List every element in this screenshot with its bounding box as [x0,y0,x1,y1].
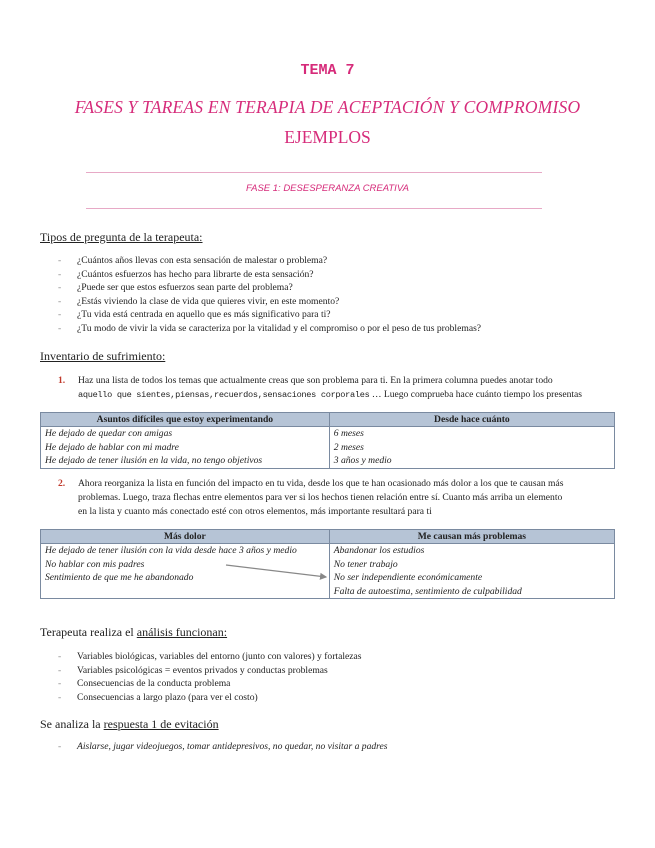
table-row: He dejado de tener ilusión con la vida desde hace 3 años y medio Abandonar los estudios [41,544,615,558]
document-title: FASES Y TAREAS EN TERAPIA DE ACEPTACIÓN Y COMPROMISO [74,97,581,117]
chapter-number: TEMA 7 [300,62,355,79]
list-item: - Consecuencias a largo plazo (para ver el costo) [58,691,258,703]
list-item: - Variables biológicas, variables del entorno (junto con valores) y fortalezas [58,651,362,662]
list-item: - Consecuencias de la conducta problema [58,678,231,689]
table-row: He dejado de hablar con mi madre 2 meses [41,441,615,455]
instruction-2: 2. Ahora reorganiza la lista en función del impacto en tu vida, desde los que te han ocasionado más dolor a los que te causan más problemas. Luego, traza flechas entre elementos para ver si los hechos tienen relación entre sí. Cuanto más arriba un elemento en la lista y cuanto más conectado esté con otros elementos, más importante resultará para ti [58,478,564,517]
item-number: 2. [58,478,66,489]
table-row: No hablar con mis padres No tener trabajo [41,558,615,572]
document-subtitle: EJEMPLOS [284,127,371,147]
table-row: Falta de autoestima, sentimiento de culpabilidad [41,585,615,599]
section-heading-inventory: Inventario de sufrimiento: [40,349,166,363]
list-item: - ¿Puede ser que estos esfuerzos sean parte del problema? [58,282,293,293]
divider-top [86,172,542,173]
table-header: Me causan más problemas [329,530,614,544]
table-row: He dejado de quedar con amigas 6 meses [41,427,615,441]
item-number: 1. [58,375,66,386]
list-item: - ¿Cuántos esfuerzos has hecho para librarte de esta sensación? [58,268,314,280]
pain-table [40,529,615,599]
avoidance-list [58,740,388,754]
list-item: - ¿Estás viviendo la clase de vida que quieres vivir, en este momento? [58,295,340,307]
problems-table [40,412,615,469]
divider-bottom [86,208,542,209]
list-item: - ¿Cuántos años llevas con esta sensación de malestar o problema? [58,255,328,266]
section-heading-questions: Tipos de pregunta de la terapeuta: [40,230,203,244]
section-heading-avoidance: Se analiza la respuesta 1 de evitación [40,717,219,731]
table-header: Más dolor [41,530,330,544]
instruction-1: 1. Haz una lista de todos los temas que actualmente creas que son problema para ti. En la primera columna puedes anotar todo aquello que sientes,piensas,recuerdos,sensaciones corporales … Luego comprueba hace cuánto tiempo los presentas [58,375,583,400]
table-row: Sentimiento de que me he abandonado No ser independiente económicamente [41,571,615,585]
table-header: Desde hace cuánto [329,413,614,427]
list-item: - ¿Tu modo de vivir la vida se caracteriza por la vitalidad y el compromiso o por el peso de tus problemas? [58,322,482,334]
list-item: - ¿Tu vida está centrada en aquello que es más significativo para ti? [58,309,331,320]
table-row: He dejado de tener ilusión en la vida, no tengo objetivos 3 años y medio [41,454,615,468]
list-item: - Variables psicológicas = eventos privados y conductas problemas [58,664,328,676]
phase-title: FASE 1: DESESPERANZA CREATIVA [246,183,409,194]
questions-list [58,254,481,335]
section-heading-analysis: Terapeuta realiza el análisis funcionan: [40,625,228,639]
analysis-list [58,650,362,704]
list-item: - Aislarse, jugar videojuegos, tomar antidepresivos, no quedar, no visitar a padres [58,741,388,752]
table-header: Asuntos difíciles que estoy experimentando [41,413,330,427]
